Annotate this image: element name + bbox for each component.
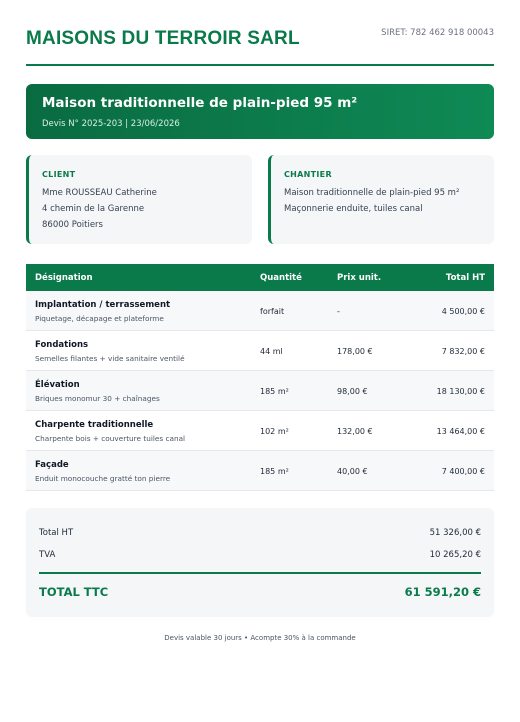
row-total: 7 400,00 € bbox=[441, 467, 485, 476]
site-description: Maison traditionnelle de plain-pied 95 m² bbox=[284, 188, 460, 198]
row-quantity: 102 m² bbox=[260, 427, 289, 436]
row-unit-price: 98,00 € bbox=[337, 387, 368, 396]
col-total: Total HT bbox=[445, 273, 485, 283]
row-title: Implantation / terrassement bbox=[35, 300, 171, 310]
row-unit-price: 132,00 € bbox=[337, 427, 373, 436]
row-title: Fondations bbox=[35, 340, 89, 350]
total-ht-value: 51 326,00 € bbox=[429, 528, 481, 538]
document-header bbox=[26, 26, 494, 66]
row-subtitle: Briques monomur 30 + chaînages bbox=[35, 394, 160, 403]
site-heading: CHANTIER bbox=[284, 170, 332, 179]
table-row bbox=[26, 451, 494, 491]
row-unit-price: 40,00 € bbox=[337, 467, 368, 476]
row-subtitle: Piquetage, décapage et plateforme bbox=[35, 314, 164, 323]
totals-divider bbox=[39, 572, 481, 574]
row-subtitle: Charpente bois + couverture tuiles canal bbox=[35, 434, 186, 443]
row-total: 13 464,00 € bbox=[436, 427, 485, 436]
row-quantity: forfait bbox=[260, 307, 285, 316]
col-designation: Désignation bbox=[35, 273, 93, 283]
row-subtitle: Semelles filantes + vide sanitaire ventilé bbox=[35, 354, 185, 363]
client-card bbox=[26, 155, 252, 244]
col-unit-price: Prix unit. bbox=[337, 273, 382, 283]
client-city: 86000 Poitiers bbox=[42, 220, 103, 230]
quote-banner bbox=[26, 84, 494, 139]
row-subtitle: Enduit monocouche gratté ton pierre bbox=[35, 474, 171, 483]
table-row bbox=[26, 411, 494, 451]
siret-number: SIRET: 782 462 918 00043 bbox=[381, 28, 494, 38]
footer-note: Devis valable 30 jours • Acompte 30% à la commande bbox=[164, 634, 356, 642]
quote-title: Maison traditionnelle de plain-pied 95 m² bbox=[42, 95, 358, 111]
total-ttc-value: 61 591,20 € bbox=[404, 585, 481, 599]
table-row bbox=[26, 291, 494, 331]
table-row bbox=[26, 371, 494, 411]
client-name: Mme ROUSSEAU Catherine bbox=[42, 188, 157, 198]
total-ttc-label: TOTAL TTC bbox=[39, 585, 109, 599]
row-quantity: 185 m² bbox=[260, 387, 289, 396]
client-address: 4 chemin de la Garenne bbox=[42, 204, 145, 214]
site-card bbox=[268, 155, 494, 244]
row-unit-price: 178,00 € bbox=[337, 347, 373, 356]
client-heading: CLIENT bbox=[42, 170, 76, 179]
tva-label: TVA bbox=[39, 550, 56, 560]
row-total: 7 832,00 € bbox=[441, 347, 485, 356]
table-header bbox=[26, 264, 494, 291]
row-title: Charpente traditionnelle bbox=[35, 420, 154, 430]
col-quantity: Quantité bbox=[260, 273, 302, 283]
row-title: Élévation bbox=[35, 380, 80, 390]
quote-number-date: Devis N° 2025-203 | 23/06/2026 bbox=[42, 119, 180, 129]
totals-box bbox=[26, 508, 494, 617]
row-quantity: 185 m² bbox=[260, 467, 289, 476]
site-details: Maçonnerie enduite, tuiles canal bbox=[284, 204, 423, 214]
quote-table bbox=[26, 264, 494, 491]
tva-value: 10 265,20 € bbox=[429, 550, 481, 560]
row-total: 18 130,00 € bbox=[436, 387, 485, 396]
row-title: Façade bbox=[35, 460, 69, 470]
row-quantity: 44 ml bbox=[260, 347, 283, 356]
row-unit-price: - bbox=[337, 307, 340, 316]
total-ht-label: Total HT bbox=[39, 528, 74, 538]
company-name: MAISONS DU TERROIR SARL bbox=[26, 28, 300, 49]
row-total: 4 500,00 € bbox=[441, 307, 485, 316]
table-row bbox=[26, 331, 494, 371]
